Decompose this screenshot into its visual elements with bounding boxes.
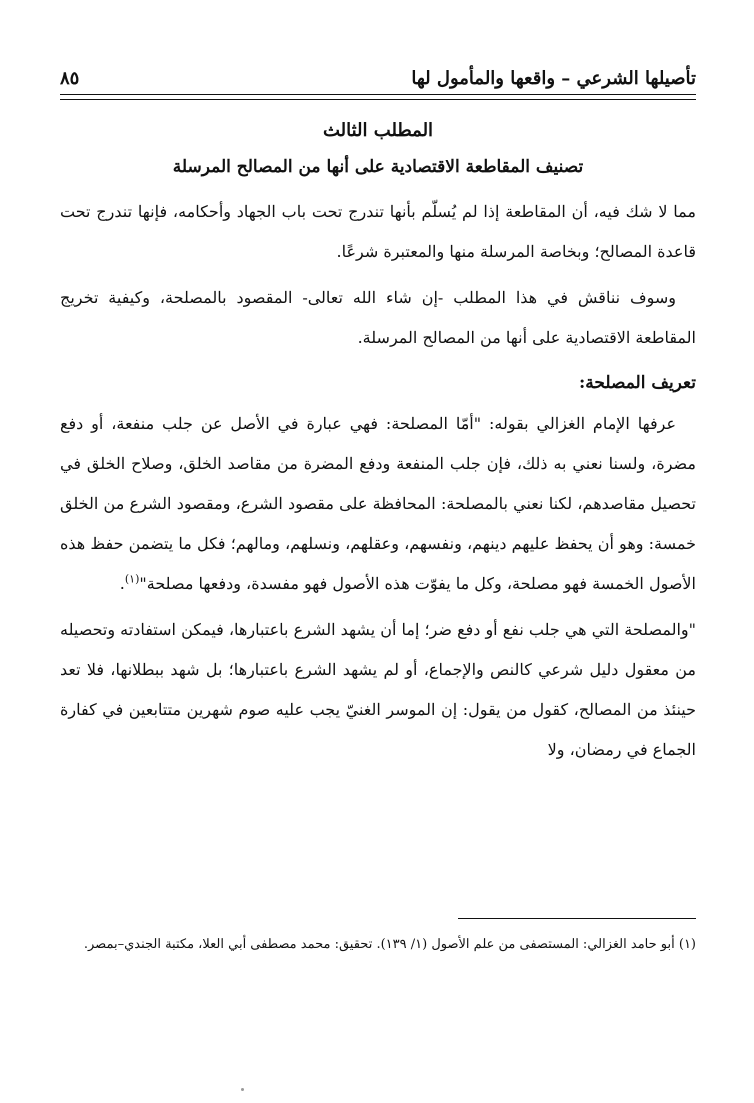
definition-heading: تعريف المصلحة: bbox=[578, 373, 696, 393]
footnote-separator bbox=[458, 918, 696, 919]
section-heading: المطلب الثالث bbox=[322, 120, 434, 141]
ghazali-quote-text: عرفها الإمام الغزالي بقوله: "أمّا المصلحة: فهي عبارة في الأصل عن جلب منفعة، أو دفع مضرة، ولسنا نعني به ذلك، فإن جلب المنفعة ودفع المضرة من مقاصد الخلق، وصلاح الخلق في تحصيل مقاصدهم، لكنا نعني بالمصلحة: المحافظة على مقصود الشرع، ومقصود الشرع من الخلق خمسة: وهو أن يحفظ عليهم دينهم، ونفسهم، وعقلهم، ونسلهم، ومالهم؛ فكل ما يتضمن حفظ هذه الأصول الخمسة فهو مصلحة، وكل ما يفوّت هذه الأصول فهو مفسدة، ودفعها مصلحة" bbox=[60, 414, 696, 593]
ghazali-quote-ending: . bbox=[119, 574, 125, 593]
header-rule-thin bbox=[60, 99, 696, 100]
maslaha-paragraph: "والمصلحة التي هي جلب نفع أو دفع ضر؛ إما أن يشهد الشرع باعتبارها، فيمكن استفادته وتحصيله من معقول دليل شرعي كالنص والإجماع، أو لم يشهد الشرع باعتبارها؛ بل شهد ببطلانها، فلا تعد حينئذ من المصالح، كقول من يقول: إن الموسر الغنيّ يجب عليه صوم شهرين متتابعين في كفارة الجماع في رمضان، ولا bbox=[60, 620, 696, 759]
header-rule-thick bbox=[60, 94, 696, 95]
page-body bbox=[60, 116, 696, 776]
footnotes bbox=[60, 930, 696, 960]
page-number: ٨٥ bbox=[60, 68, 80, 89]
ghazali-quote-paragraph bbox=[60, 404, 696, 604]
running-title: تأصيلها الشرعي – واقعها والمأمول لها bbox=[411, 68, 696, 89]
intro-paragraph-1: مما لا شك فيه، أن المقاطعة إذا لم يُسلّم بأنها تندرج تحت باب الجهاد وأحكامه، فإنها تندرج تحت قاعدة المصالح؛ وبخاصة المرسلة منها والمعتبرة شرعًا. bbox=[60, 202, 697, 261]
intro-paragraph-2: وسوف نناقش في هذا المطلب -إن شاء الله تعالى- المقصود بالمصلحة، وكيفية تخريج المقاطعة الاقتصادية على أنها من المصالح المرسلة. bbox=[60, 288, 696, 347]
section-subheading: تصنيف المقاطعة الاقتصادية على أنها من المصالح المرسلة bbox=[172, 157, 584, 177]
footnote-reference[interactable]: (١) bbox=[124, 572, 140, 586]
footnote-1: (١) أبو حامد الغزالي: المستصفى من علم الأصول (١/ ١٣٩). تحقيق: محمد مصطفى أبي العلا، مكتبة الجندي–بمصر. bbox=[83, 937, 696, 952]
scan-speck bbox=[241, 1088, 244, 1091]
page-header bbox=[60, 56, 696, 94]
